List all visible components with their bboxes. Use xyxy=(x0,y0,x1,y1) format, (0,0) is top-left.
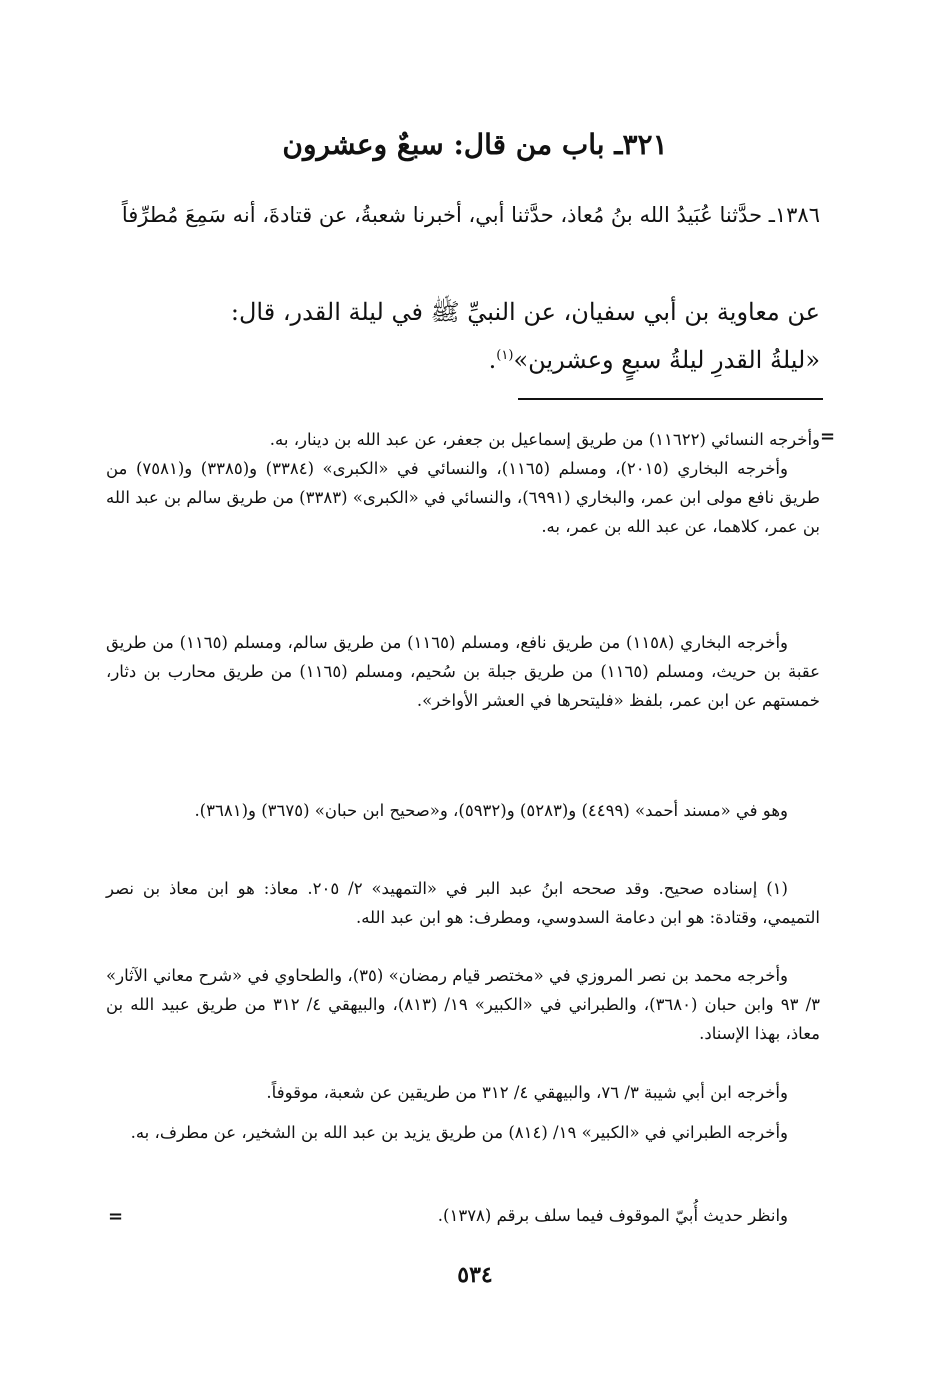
hadith-matn-line-1: عن معاوية بن أبي سفيان، عن النبيِّ ﷺ في ليلة القدر، قال: xyxy=(230,298,820,326)
footnote-paragraph-5: وانظر حديث أُبيّ الموقوف فيما سلف برقم (١٣٧٨). xyxy=(437,1206,788,1225)
notes-paragraph-1: وأخرجه النسائي (١١٦٢٢) من طريق إسماعيل بن جعفر، عن عبد الله بن دينار، به. xyxy=(269,430,820,449)
hadith-matn-end: . xyxy=(488,346,497,374)
continuation-marker-top: = xyxy=(820,426,836,447)
hadith-matn-line-2 xyxy=(100,334,820,382)
footnote-paragraph-2: وأخرجه محمد بن نصر المروزي في «مختصر قيام رمضان» (٣٥)، والطحاوي في «شرح معاني الآثار» ٣/ ٩٣ وابن حبان (٣٦٨٠)، والطبراني في «الكبير» ١٩/ (٨١٣)، والبيهقي ٤/ ٣١٢ من طريق عبيد الله بن معاذ، بهذا الإسناد. xyxy=(106,966,821,1043)
chapter-title: ٣٢١ـ باب من قال: سبعٌ وعشرون xyxy=(282,128,668,161)
notes-paragraph-2: وأخرجه البخاري (٢٠١٥)، ومسلم (١١٦٥)، والنسائي في «الكبرى» (٣٣٨٤) و(٣٣٨٥) و(٧٥٨١) من طريق نافع مولى ابن عمر، والبخاري (٦٩٩١)، والنسائي في «الكبرى» (٣٣٨٣) من طريق سالم بن عبد الله بن عمر، كلاهما، عن عبد الله بن عمر، به. xyxy=(106,459,820,536)
footnote-paragraph-4: وأخرجه الطبراني في «الكبير» ١٩/ (٨١٤) من طريق يزيد بن عبد الله بن الشخير، عن مطرف، به. xyxy=(130,1123,788,1142)
footnote-separator xyxy=(518,398,823,400)
footnote-paragraph-3: وأخرجه ابن أبي شيبة ٣/ ٧٦، والبيهقي ٤/ ٣١٢ من طريقين عن شعبة، موقوفاً. xyxy=(266,1083,788,1102)
footnote-paragraph-1: (١) إسناده صحيح. وقد صححه ابنُ عبد البر في «التمهيد» ٢/ ٢٠٥. معاذ: هو ابن معاذ بن نصر التميمي، وقتادة: هو ابن دعامة السدوسي، ومطرف: هو ابن عبد الله. xyxy=(106,879,820,927)
page-number: ٥٣٤ xyxy=(457,1262,493,1288)
notes-paragraph-4: وهو في «مسند أحمد» (٤٤٩٩) و(٥٢٨٣) و(٥٩٣٢)، و«صحيح ابن حبان» (٣٦٧٥) و(٣٦٨١). xyxy=(194,801,788,820)
continuation-marker-bottom: = xyxy=(108,1206,124,1227)
footnote-reference: (١) xyxy=(496,348,514,363)
hadith-matn xyxy=(100,290,820,382)
hadith-matn-quote: «ليلةُ القدرِ ليلةُ سبعٍ وعشرين» xyxy=(513,346,820,374)
notes-paragraph-3: وأخرجه البخاري (١١٥٨) من طريق نافع، ومسلم (١١٦٥) من طريق سالم، ومسلم (١١٦٥) من طريق عقبة بن حريث، ومسلم (١١٦٥) من طريق جبلة بن سُحيم، ومسلم (١١٦٥) من طريق محارب بن دثار، خمستهم عن ابن عمر، بلفظ «فليتحرها في العشر الأواخر». xyxy=(106,633,820,710)
hadith-isnad: ١٣٨٦ـ حدَّثنا عُبَيدُ الله بنُ مُعاذ، حدَّثنا أبي، أخبرنا شعبةُ، عن قتادةَ، أنه سَمِعَ مُطرِّفاً xyxy=(121,203,820,227)
